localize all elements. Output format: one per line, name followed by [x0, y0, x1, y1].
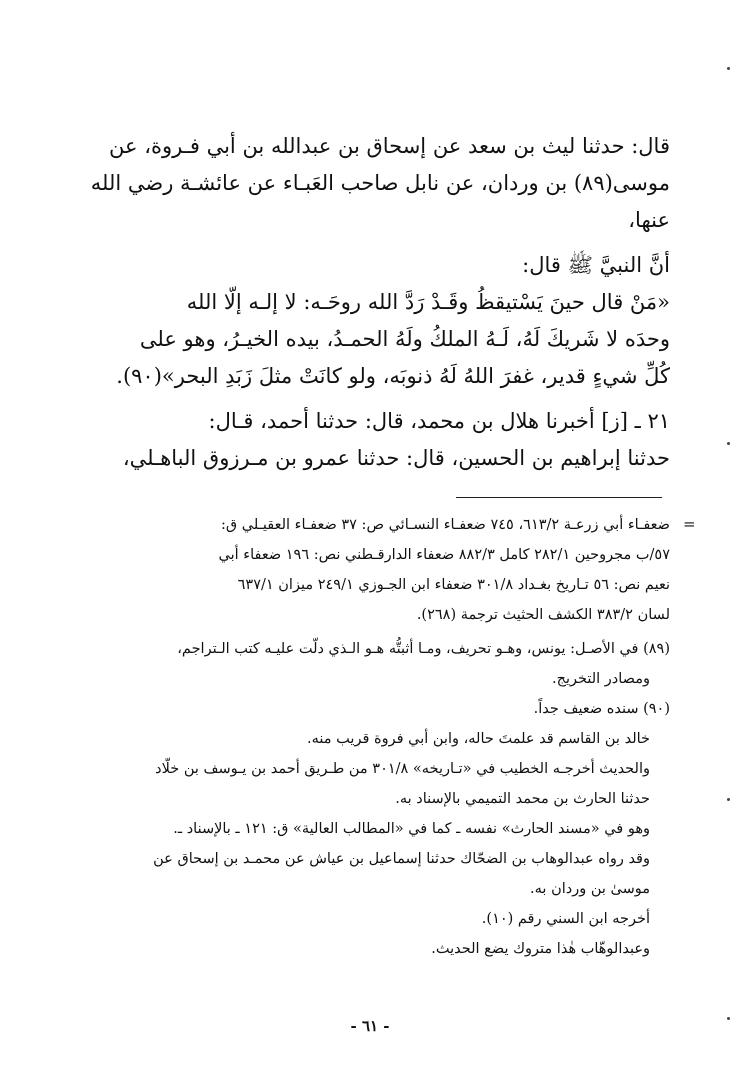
main-line-5: «مَنْ قال حينَ يَسْتيقظُ وقَـدْ رَدَّ الله روحَـه: لا إلـه إلّا الله — [186, 290, 670, 314]
footnote-line-11: وهو في «مسند الحارث» نفسه ـ كما في «المطالب العالية» ق: ١٢١ ـ بالإسناد ـ. — [173, 821, 650, 837]
scan-speck — [727, 798, 730, 801]
main-line-7: كُلِّ شيءٍ قدير، غفرَ اللهُ لَهُ ذنوبَه، ولو كانَتْ مثلَ زَبَدِ البحر»(٩٠). — [116, 364, 670, 388]
scan-speck — [727, 442, 730, 445]
main-line-9: حدثنا إبراهيم بن الحسين، قال: حدثنا عمرو بن مـرزوق الباهـلي، — [122, 446, 670, 470]
page-number: - ٦١ - — [350, 1017, 390, 1035]
main-line-3: عنها، — [628, 208, 670, 232]
footnote-line-4: لسان ٣٨٣/٢ الكشف الحثيث ترجمة (٢٦٨). — [416, 607, 670, 623]
scan-speck — [727, 1017, 730, 1020]
footnote-line-5: (٨٩) في الأصـل: يونس، وهـو تحريف، ومـا أثبتُّه هـو الـذي دلّت عليـه كتب الـتراجم، — [177, 641, 670, 657]
main-line-4: أنَّ النبيَّ ﷺ قال: — [522, 253, 670, 277]
footnotes — [118, 510, 670, 964]
footnote-line-2: ٥٧/ب مجروحين ٢٨٢/١ كامل ٨٨٢/٣ ضعفاء الدارقـطني نص: ١٩٦ ضعفاء أبي — [218, 547, 670, 563]
footnote-line-9: والحديث أخرجـه الخطيب في «تـاريخه» ٣٠١/٨ من طـريق أحمد بن يـوسف بن خلّاد — [155, 761, 650, 777]
footnote-line-13: موسىٰ بن وردان به. — [530, 881, 650, 897]
footnote-line-6: ومصادر التخريج. — [551, 671, 650, 687]
scan-speck — [727, 67, 730, 70]
footnote-line-12: وقد رواه عبدالوهاب بن الضحّاك حدثنا إسماعيل بن عياش عن محمـد بن إسحاق عن — [153, 851, 650, 867]
main-line-1: قال: حدثنا ليث بن سعد عن إسحاق بن عبدالله بن أبي فـروة، عن — [109, 134, 670, 158]
footnote-line-15: وعبدالوهّاب هٰذا متروك يضع الحديث. — [431, 941, 650, 957]
footnote-line-3: نعيم نص: ٥٦ تـاريخ بغـداد ٣٠١/٨ ضعفاء ابن الجـوزي ٢٤٩/١ ميزان ٦٣٧/١ — [237, 577, 670, 593]
footnote-line-10: حدثنا الحارث بن محمد التميمي بالإسناد به. — [395, 791, 650, 807]
main-text — [90, 128, 670, 477]
main-line-8: ٢١ ـ [ز] أخبرنا هلال بن محمد، قال: حدثنا أحمد، قـال: — [208, 409, 670, 433]
footnote-separator — [456, 497, 662, 498]
main-line-6: وحدَه لا شَريكَ لَهُ، لَـهُ الملكُ ولَهُ الحمـدُ، بيده الخيـرُ، وهو على — [139, 327, 670, 351]
continuation-mark: = — [683, 515, 696, 533]
footnote-line-1: ضعفـاء أبي زرعـة ٦١٣/٢، ٧٤٥ ضعفـاء النسـائي ص: ٣٧ ضعفـاء العقيـلي ق: — [220, 517, 670, 533]
main-line-2: موسى(٨٩) بن وردان، عن نابل صاحب العَبـاء عن عائشـة رضي الله — [90, 171, 670, 195]
footnote-line-14: أخرجه ابن السني رقم (١٠). — [481, 911, 650, 927]
footnote-line-8: خالد بن القاسم قد علمتَ حاله، وابن أبي فروة قريب منه. — [307, 731, 650, 747]
footnote-line-7: (٩٠) سنده ضعيف جداً. — [533, 701, 670, 717]
